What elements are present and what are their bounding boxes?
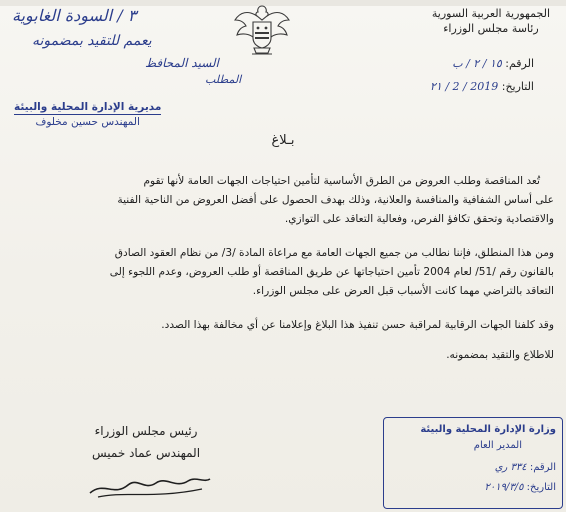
ministry-stamp-ref-value: ٣٣٤ ري	[494, 462, 527, 473]
handwritten-note-2: يعمم للتقيد بمضمونه	[32, 33, 152, 49]
paragraph-1	[14, 172, 554, 229]
ministry-stamp-ref-label: الرقم:	[529, 462, 556, 473]
signature-scribble	[84, 463, 214, 503]
date-value: 2019 / 2 / ٢١	[430, 80, 499, 93]
reference-number	[452, 57, 534, 70]
reference-value: ١٥ / ٢ / ب	[452, 57, 502, 70]
ministry-stamp-ref	[495, 462, 556, 473]
document-title: بـلاغ	[271, 133, 295, 148]
country-name: الجمهورية العربية السورية	[431, 7, 550, 20]
ministry-stamp-date	[485, 482, 556, 493]
paragraph-2-line-1: ومن هذا المنطلق، فإننا نطالب من جميع الجهات العامة مع مراعاة المادة /3/ من نظام العقود الصادق	[114, 247, 554, 259]
letterhead	[432, 6, 550, 36]
paragraph-2-line-3: التعاقد بالتراضي مهما كانت الأسباب قبل العرض على مجلس الوزراء.	[252, 285, 554, 297]
syrian-eagle-emblem-icon	[232, 0, 292, 58]
document-date	[430, 80, 534, 93]
ministry-stamp	[383, 417, 563, 509]
ministry-stamp-date-value: ٢٠١٩/٣/٥	[484, 482, 524, 493]
handwritten-note-3: السيد المحافظ	[145, 56, 219, 70]
paragraph-2	[14, 244, 554, 301]
handwritten-note-4: المطلب	[205, 73, 242, 86]
ministry-stamp-line2: المدير العام	[473, 440, 522, 451]
directorate-stamp-line2: المهندس حسين مخلوف	[35, 116, 140, 128]
ministry-stamp-line1: وزارة الإدارة المحلية والبيئة	[420, 424, 556, 435]
paragraph-1-line-2: على أساس الشفافية والمنافسة والعلانية، وذلك بهدف الحصول على أفضل العروض من الناحية الفنية	[117, 194, 554, 206]
signatory-name: المهندس عماد خميس	[92, 446, 201, 460]
directorate-stamp	[14, 100, 161, 129]
signatory-title: رئيس مجلس الوزراء	[94, 424, 198, 438]
reference-label: الرقم:	[505, 57, 534, 70]
handwritten-note-1: ٣ / السودة الغابوية	[12, 6, 137, 25]
paragraph-1-line-1: تُعد المناقصة وطلب العروض من الطرق الأساسية لتأمين احتياجات الجهات العامة لأنها تقوم	[143, 175, 540, 187]
paragraph-4: للاطلاع والتقيد بمضمونه.	[446, 349, 554, 361]
office-name: رئاسة مجلس الوزراء	[443, 22, 539, 35]
paragraph-3: وقد كلفنا الجهات الرقابية لمراقبة حسن تنفيذ هذا البلاغ وإعلامنا عن أي مخالفة بهذا الصدد.	[161, 319, 554, 331]
paragraph-1-line-3: والاقتصادية وتحقق تكافؤ الفرص، وفعالية التعاقد على التوازي.	[284, 213, 554, 225]
ministry-stamp-date-label: التاريخ:	[526, 482, 556, 493]
date-label: التاريخ:	[501, 80, 534, 93]
signatory-block	[92, 420, 200, 464]
paragraph-2-line-2: بالقانون رقم /51/ لعام 2004 تأمين احتياجاتها عن طريق المناقصة أو طلب العروض، وعدم اللجوء إلى	[109, 266, 554, 278]
directorate-stamp-line1: مديرية الإدارة المحلية والبيئة	[14, 101, 162, 113]
